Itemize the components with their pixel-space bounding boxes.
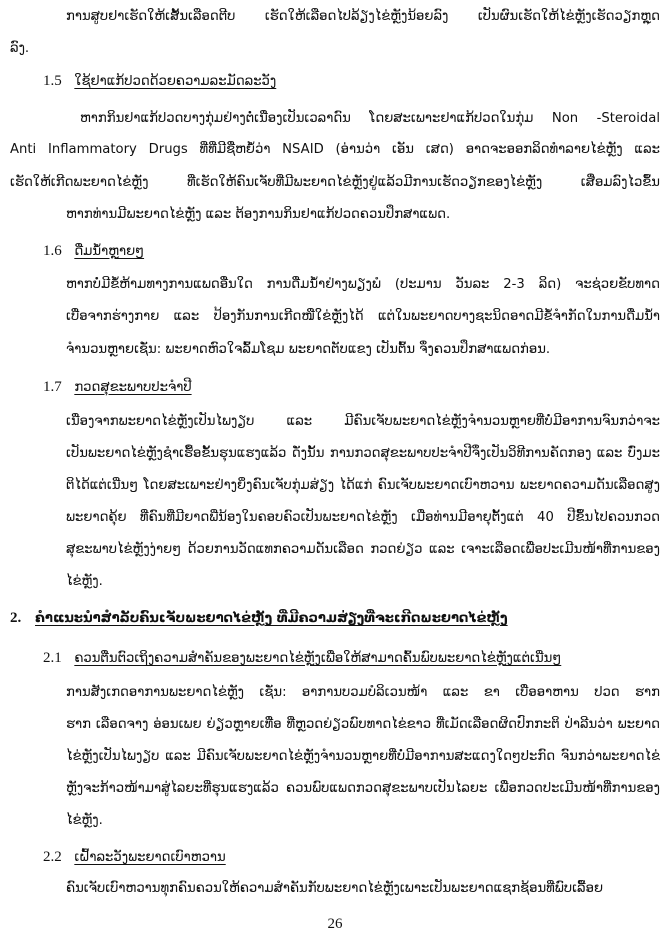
body-line: ໄຂ່ຫຼັງເປັນໄພງຽບ ແລະ ມີຄົນເຈັບພະຍາດໄຂ່ຫຼັງຈຳນວນຫຼາຍທີ່ບໍ່ມີອາການສະແດງໃດໆປະກົດ ຈົນກວ່າພະຍາດໄຂ່: [66, 749, 660, 764]
section-number: 1.7: [43, 379, 62, 395]
section-heading-1-6: [43, 242, 144, 261]
main-heading-2: [10, 609, 508, 628]
section-heading-2-1: [43, 649, 561, 668]
body-line: ລົງ.: [10, 41, 30, 56]
body-line: ຫາກທ່ານມີພະຍາດໄຂ່ຫຼັງ ແລະ ຕ້ອງການກິນຢາແກ້ປວດຄວນປຶກສາແພດ.: [66, 207, 451, 222]
body-line: ຄົນເຈັບເບົາຫວານທຸກຄົນຄວນໃຫ້ຄວາມສຳຄັນກັບພະຍາດໄຂ່ຫຼັງເພາະເປັນພະຍາດແຊກຊ້ອນທີ່ພົບເລື້ອຍ: [66, 881, 604, 896]
section-heading-2-2: [43, 848, 226, 867]
section-title: ເຝົ້າລະວັງພະຍາດເບົາຫວານ: [74, 850, 226, 865]
section-title: ຄວນຕື່ນຕົວເຖິງຄວາມສຳຄັນຂອງພະຍາດໄຂ່ຫຼັງເພື່ອໃຫ້ສາມາດຄົ້ນພົບພະຍາດໄຂ່ຫຼັງແຕ່ເນີ່ນໆ: [74, 651, 562, 666]
body-line: ຮາກ ເລືອດຈາງ ອ່ອນເພຍ ຍ່ຽວຫຼາຍເທື່ອ ທີ່ຫຼວດຍ່ຽວພົບທາດໄຂ່ຂາວ ທີ່ເມັດເລືອດຜິດປົກກະຕິ ປ່າລີນວ່າ ພະຍາດ: [66, 717, 660, 732]
heading-title: ຄຳແນະນຳສຳລັບຄົນເຈັບພະຍາດໄຂ່ຫຼັງ ທີ່ມີຄວາມສ່ຽງທີ່ຈະເກີດພະຍາດໄຂ່ຫຼັງ: [35, 611, 508, 626]
body-line: ເນື່ອງຈາກພະຍາດໄຂ່ຫຼັງເປັນໄພງຽບ ແລະ ມີຄົນເຈັບພະຍາດໄຂ່ຫຼັງຈຳນວນຫຼາຍທີ່ບໍ່ມີອາການຈົນກວ່າຈະ: [66, 414, 660, 429]
body-line: ຫຼັງຈະກ້າວໜ້າມາສູ່ໄລຍະທີ່ຮຸນແຮງແລ້ວ ຄວນພົບແພດກວດສຸຂະພາບເປັນໄລຍະ ເພື່ອກວດປະເມີນໜ້າທີ່ການຂອງ: [66, 781, 660, 796]
body-line: ເບື່ອຈາກຮ່າງກາຍ ແລະ ປ້ອງກັນການເກີດໜີ່ໃຂ່ຫຼັງໄດ້ ແຕ່ໃນພະຍາດບາງຊະນິດອາດມີຂໍ້ຈຳກັດໃນການດື່ມນ້ຳ: [66, 309, 660, 324]
body-line: ການສູບຢາເຮັດໃຫ້ເສັ້ນເລືອດຕີບ ເຮັດໃຫ້ເລືອດໄປລ້ຽງໄຂ່ຫຼັງນ້ອຍລົງ ເປັນຜົນເຮັດໃຫ້ໄຂ່ຫຼັງເຮັດວຽກຫຼຸດ: [66, 9, 660, 24]
body-line: ໄຂ່ຫຼັງ.: [66, 574, 103, 589]
section-number: 1.5: [43, 73, 62, 89]
section-title: ກວດສຸຂະພາບປະຈຳປີ: [74, 380, 192, 395]
heading-number: 2.: [10, 610, 22, 626]
section-number: 1.6: [43, 243, 62, 259]
section-title: ໃຊ້ຢາແກ້ປວດດ້ວຍຄວາມລະມັດລະວັງ: [74, 74, 277, 89]
section-title: ດື່ມນ້ຳຫຼາຍໆ: [74, 244, 145, 259]
body-line: ຫາກບໍ່ມີຂໍ້ຫ້າມທາງການແພດອື່ນໃດ ການດື່ມນ້ຳຢ່າງພຽງພໍ (ປະມານ ວັນລະ 2-3 ລິດ) ຈະຊ່ວຍຂັບທາດ: [66, 277, 660, 292]
section-heading-1-7: [43, 378, 192, 397]
body-line: ຈຳນວນຫຼາຍເຊັ່ນ: ພະຍາດຫົວໃຈລົ້ມໂຊມ ພະຍາດຕັບແຂງ ເປັນຕົ້ນ ຈຶ່ງຄວນປຶກສາແພດກ່ອນ.: [66, 342, 551, 357]
body-line: ໄຂ່ຫຼັງ.: [66, 813, 103, 828]
section-number: 2.2: [43, 849, 62, 865]
section-number: 2.1: [43, 650, 62, 666]
body-line: ພະຍາດຄຸ້ຍ ທີ່ຄົນທີ່ມີຍາດພີ່ນ້ອງໃນຄອບຄົວເປັນພະຍາດໄຂ່ຫຼັງ ເມື່ອທ່ານມີອາຍຸຕັ້ງແຕ່ 40 ປີຂຶ້ນໄປຄວນກວດ: [66, 510, 660, 525]
body-line: Anti Inflammatory Drugs ທີ່ທີ່ມີຊື່ຫຍໍ້ວ່າ NSAID (ອ່ານວ່າ ເອັນ ເສດ) ອາດຈະອອກລິດທຳລາຍໄຂ່ຫຼັງ ແລະ: [10, 142, 660, 157]
body-line: ເຮັດໃຫ້ເກີດພະຍາດໄຂ່ຫຼັງ ທີ່ເຮັດໃຫ້ຄົນເຈັບທີ່ມີພະຍາດໄຂ່ຫຼັງຢູ່ແລ້ວມີການເຮັດວຽກຂອງໄຂ່ຫຼັງ ເສື່ອມລົງໄວຂຶ້ນ: [10, 175, 660, 190]
body-line: ສຸຂະພາບໄຂ່ຫຼັງງ່າຍໆ ດ້ວຍການວັດແທກຄວາມດັນເລືອດ ກວດຍ່ຽວ ແລະ ເຈາະເລືອດເພື່ອປະເມີນໜ້າທີ່ການຂອງ: [66, 542, 660, 557]
body-line: ຕິໄດ້ແຕ່ເນີ່ນໆ ໂດຍສະເພາະຢ່າງຍິ່ງຄົນເຈັບກຸ່ມສ່ຽງ ໄດ້ແກ່ ຄົນເຈັບພະຍາດເບົາຫວານ ພະຍາດຄວາມດັນເລືອດສູງ: [66, 478, 660, 493]
page-number: 26: [327, 916, 343, 932]
section-heading-1-5: [43, 72, 276, 91]
body-line: ການສັງເກດອາການພະຍາດໄຂ່ຫຼັງ ເຊັ່ນ: ອາການບວມບໍລິເວນໜ້າ ແລະ ຂາ ເບື່ອອາຫານ ປວດ ຮາກ: [66, 685, 660, 700]
body-line: ຫາກກິນຢາແກ້ປວດບາງກຸ່ມຢ່າງຕໍ່ເນື່ອງເປັນເວລາດົນ ໂດຍສະເພາະຢາແກ້ປວດໃນກຸ່ມ Non -Steroidal: [80, 111, 660, 126]
body-line: ເປັນພະຍາດໄຂ່ຫຼັງຊໍາເຮື້ອຂັ້ນຮຸນແຮງແລ້ວ ດັ່ງນັ້ນ ການກວດສຸຂະພາບປະຈຳປີຈຶ່ງເປັນວິທີການຄັດກອງ ແລະ ບົ່ງມະ: [66, 446, 660, 461]
